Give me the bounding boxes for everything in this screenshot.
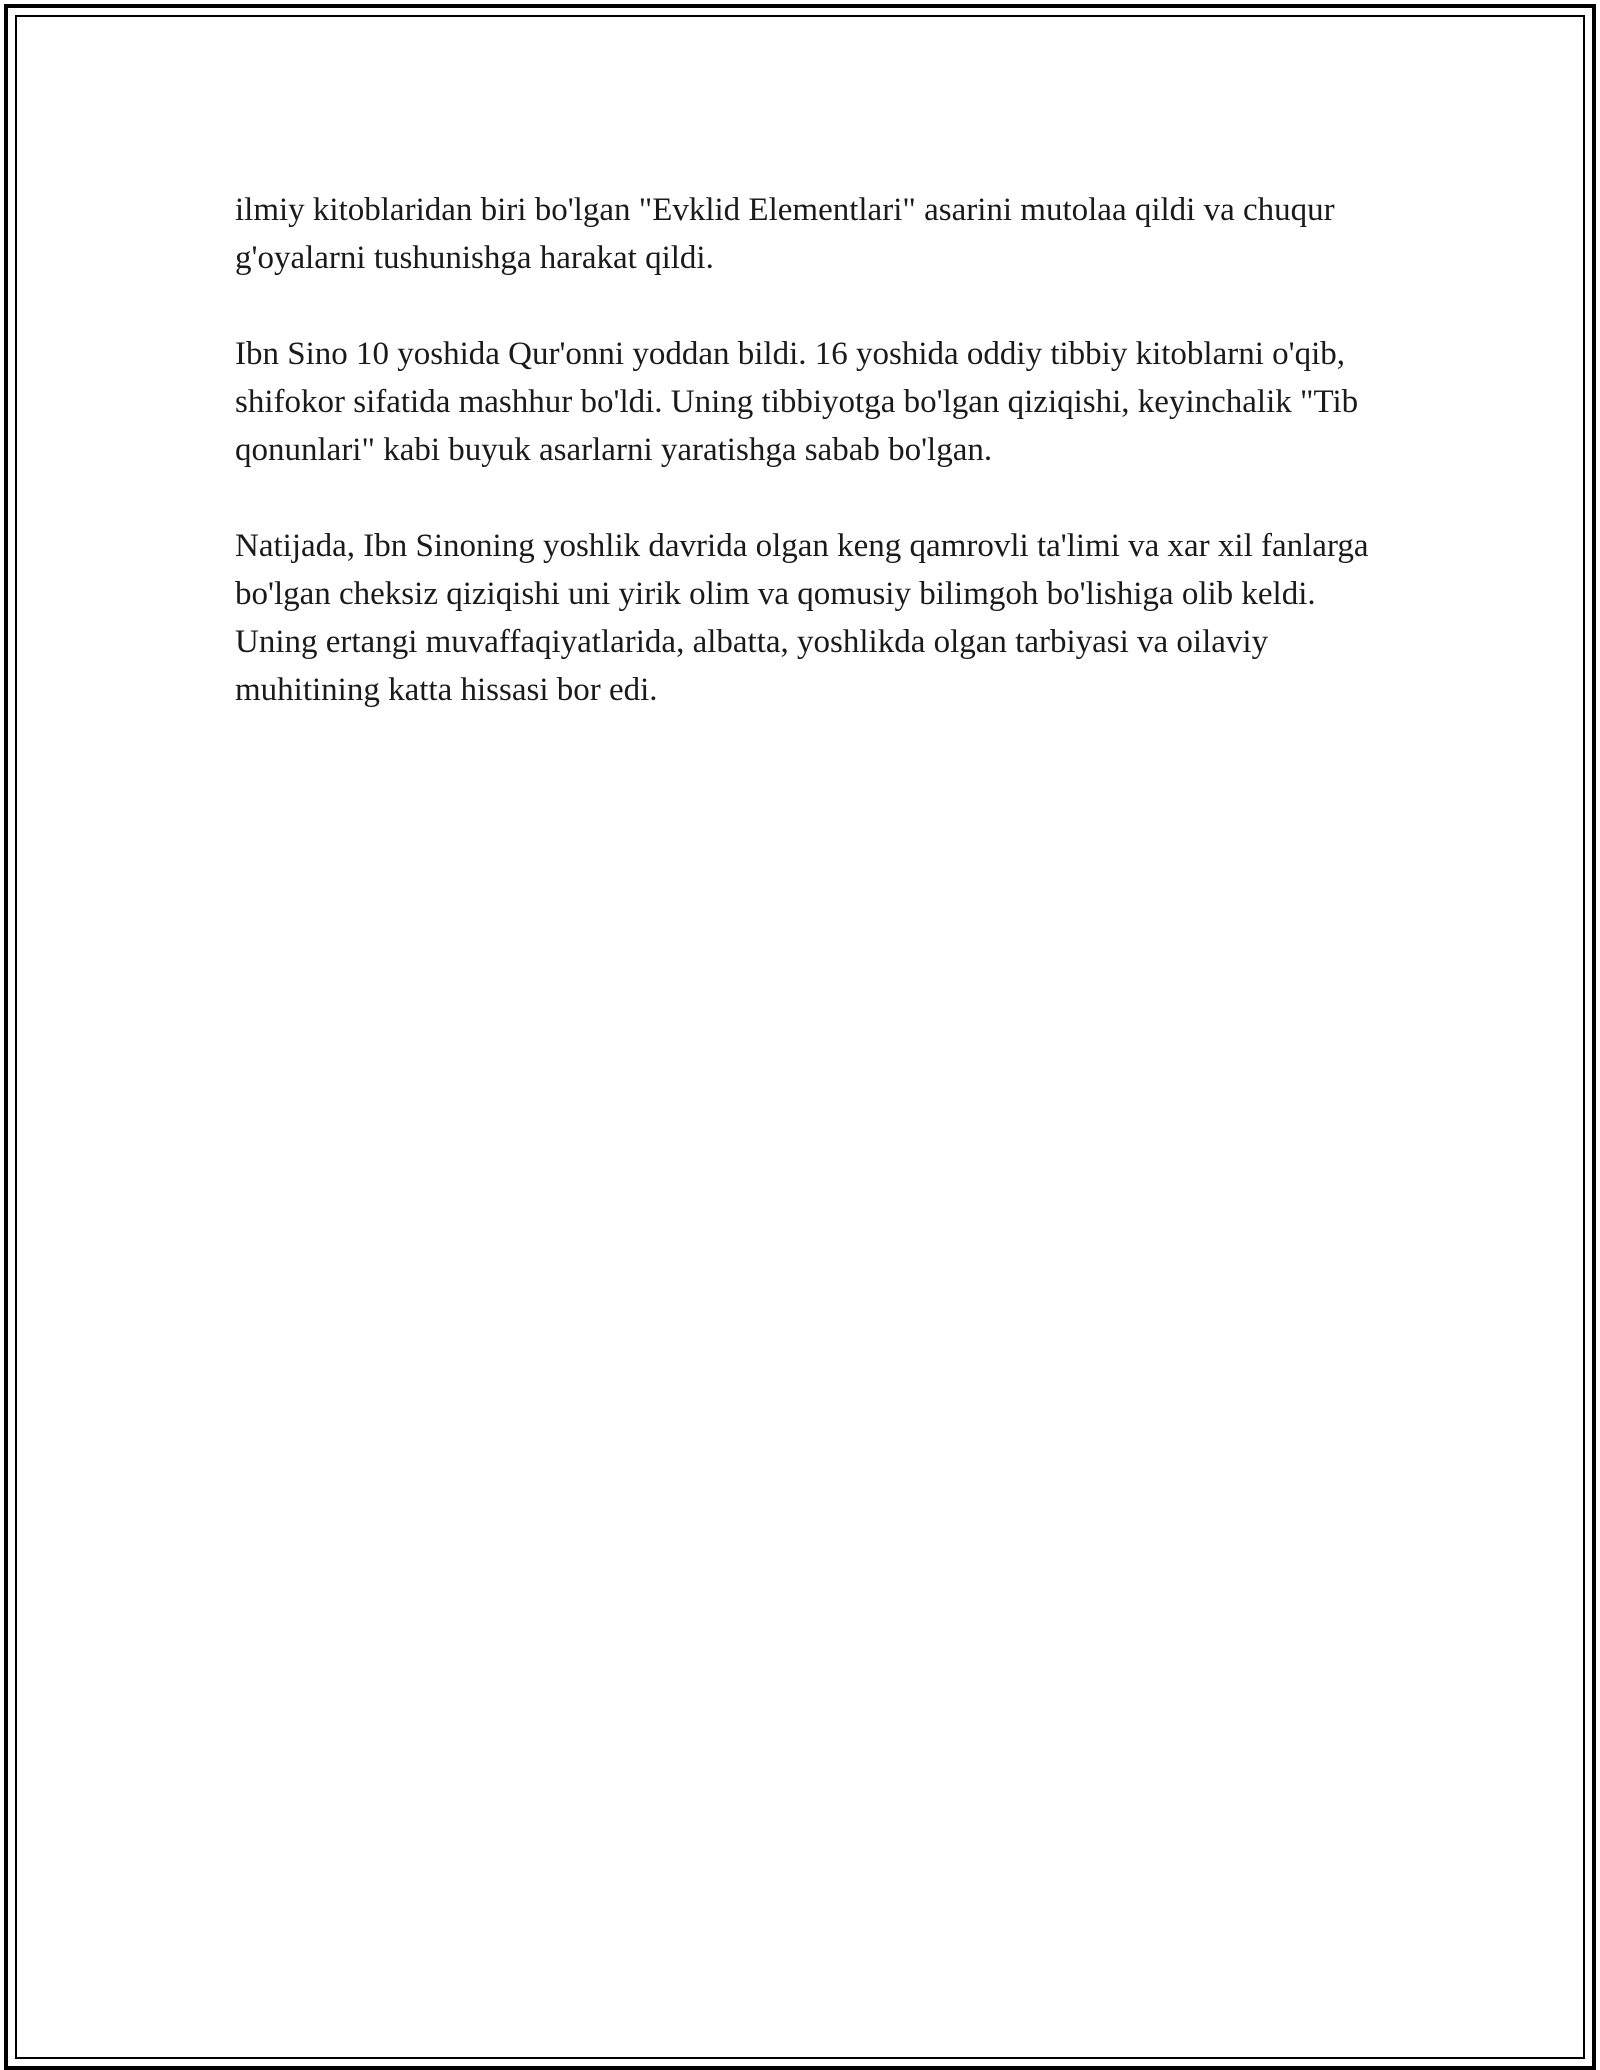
document-body — [235, 186, 1375, 762]
paragraph-1: ilmiy kitoblaridan biri bo'lgan "Evklid Elementlari" asarini mutolaa qildi va chuqur g'oyalarni tushunishga harakat qildi. — [235, 192, 1335, 276]
paragraph-3: Natijada, Ibn Sinoning yoshlik davrida olgan keng qamrovli ta'limi va xar xil fanlarga bo'lgan cheksiz qiziqishi uni yirik olim va qomusiy bilimgoh bo'lishiga olib keldi. Uning ertangi muvaffaqiyatlarida, albatta, yoshlikda olgan tarbiyasi va oilaviy muhitining katta hissasi bor edi. — [235, 528, 1369, 708]
paragraph-2: Ibn Sino 10 yoshida Qur'onni yoddan bildi. 16 yoshida oddiy tibbiy kitoblarni o'qib, shifokor sifatida mashhur bo'ldi. Uning tibbiyotga bo'lgan qiziqishi, keyinchalik "Tib qonunlari" kabi buyuk asarlarni yaratishga sabab bo'lgan. — [235, 336, 1359, 468]
